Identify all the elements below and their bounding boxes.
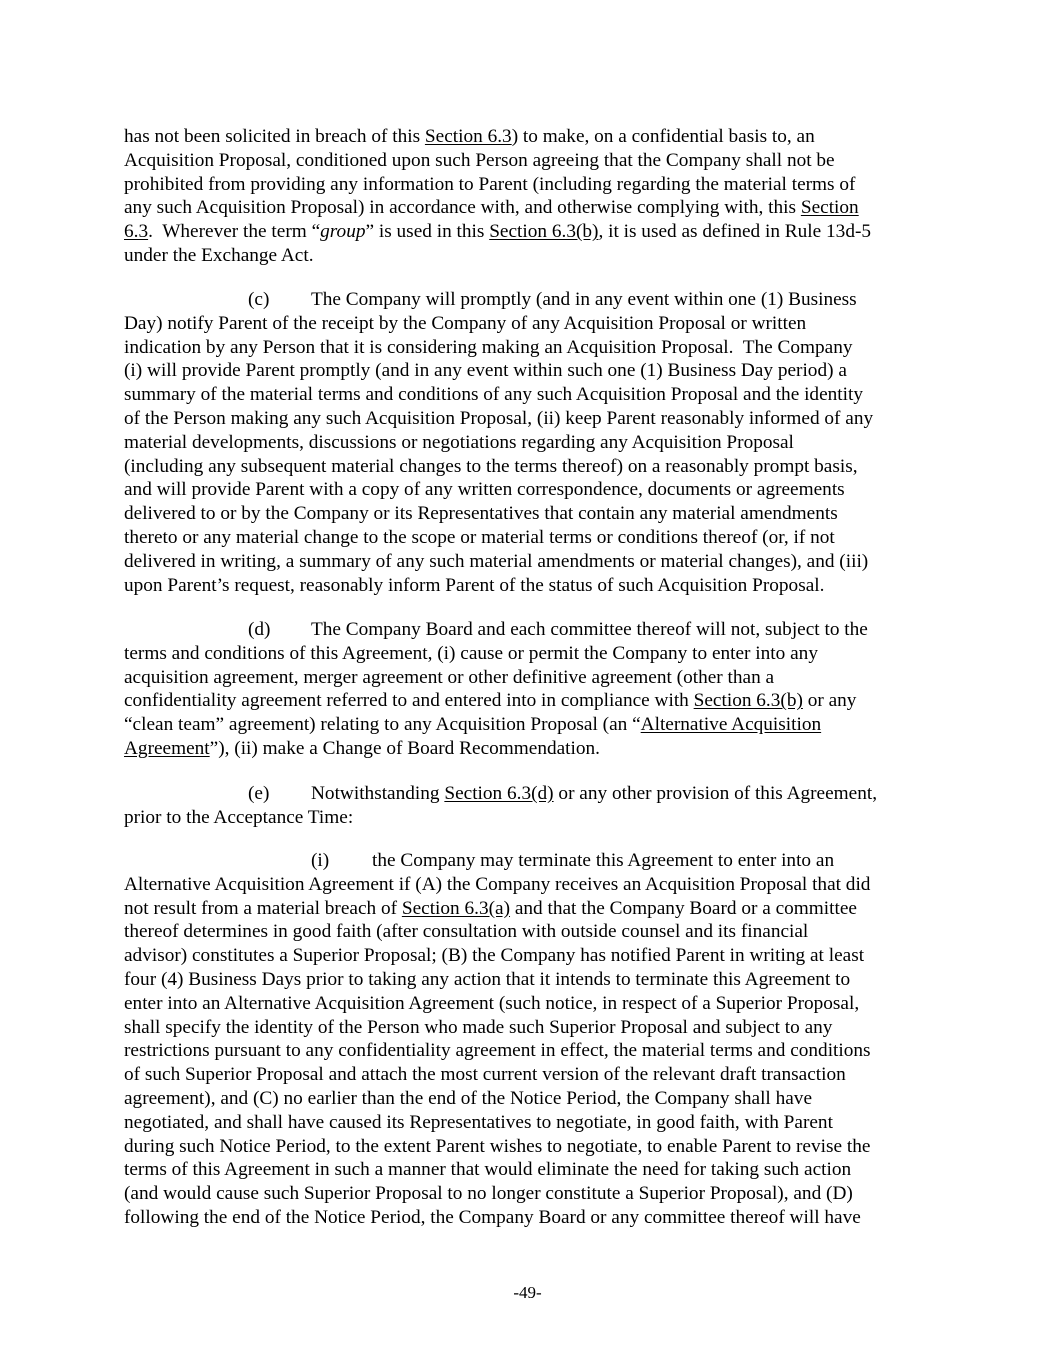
text-line: [124, 526, 944, 550]
text-line: [124, 642, 944, 666]
text-line: [124, 359, 944, 383]
paragraph-label: (i): [311, 850, 330, 871]
text-line: [124, 574, 944, 598]
text-run: The Company Board and each committee thereof will not, subject to the: [311, 619, 868, 640]
text-run: prior to the Acceptance Time:: [124, 806, 354, 828]
text-line: [124, 220, 944, 244]
paragraph: [124, 618, 944, 761]
text-line: [124, 1063, 944, 1087]
text-line: [124, 737, 944, 761]
text-run: negotiated, and shall have caused its Representatives to negotiate, in good faith, with Parent: [124, 1111, 833, 1133]
text-run: confidentiality agreement referred to and entered into in compliance with: [124, 690, 694, 712]
text-run: upon Parent’s request, reasonably inform Parent of the status of such Acquisition Proposal.: [124, 574, 825, 596]
text-line: [124, 873, 944, 897]
cross-reference: Section: [800, 197, 859, 219]
text-line: [124, 173, 944, 197]
text-line: [124, 1111, 944, 1135]
text-run: delivered to or by the Company or its Representatives that contain any material amendments: [124, 503, 838, 525]
text-run: terms and conditions of this Agreement, (i) cause or permit the Company to enter into any: [124, 642, 818, 664]
paragraph: [124, 288, 944, 597]
cross-reference: Section 6.3: [424, 126, 512, 147]
text-run: The Company will promptly (and in any event within one (1) Business: [311, 289, 857, 310]
page-number: -49-: [513, 1283, 542, 1302]
text-run: (and would cause such Superior Proposal to no longer constitute a Superior Proposal), and (D): [124, 1183, 853, 1205]
cross-reference: Section 6.3(d): [444, 783, 554, 804]
text-run: restrictions pursuant to any confidentiality agreement in effect, the material terms and conditions: [124, 1040, 871, 1062]
text-run: Day) notify Parent of the receipt by the Company of any Acquisition Proposal or written: [124, 312, 807, 334]
text-run: indication by any Person that it is considering making an Acquisition Proposal. The Company: [124, 336, 853, 358]
text-run: advisor) constitutes a Superior Proposal; (B) the Company has notified Parent in writing at least: [124, 945, 865, 967]
text-line: [124, 1039, 944, 1063]
text-line: [124, 897, 944, 921]
cross-reference: Section 6.3(b): [489, 221, 599, 243]
paragraph-label: (e): [248, 783, 270, 804]
paragraph-label: (c): [248, 289, 270, 310]
text-line: [124, 713, 944, 737]
text-run: not result from a material breach of: [124, 897, 402, 919]
paragraph: [124, 125, 944, 268]
text-line: [124, 782, 944, 806]
text-run: ” is used in this: [365, 221, 490, 243]
text-run: any such Acquisition Proposal) in accordance with, and otherwise complying with, this: [124, 197, 801, 219]
text-run: material developments, discussions or negotiations regarding any Acquisition Proposal: [124, 431, 794, 453]
cross-reference: Agreement: [124, 737, 210, 759]
text-line: [124, 407, 944, 431]
text-run: summary of the material terms and conditions of any such Acquisition Proposal and the identity: [124, 384, 863, 406]
text-line: [124, 1135, 944, 1159]
text-line: [124, 502, 944, 526]
text-line: [124, 1016, 944, 1040]
text-line: [124, 125, 944, 149]
text-run: . Wherever the term “: [148, 221, 321, 243]
text-run: four (4) Business Days prior to taking any action that it intends to terminate this Agreement to: [124, 968, 851, 990]
text-run: Notwithstanding: [311, 783, 445, 804]
text-line: [124, 478, 944, 502]
cross-reference: Section 6.3(b): [693, 690, 803, 712]
paragraph-label: (d): [248, 619, 271, 640]
text-line: [124, 689, 944, 713]
text-run: agreement), and (C) no earlier than the end of the Notice Period, the Company shall have: [124, 1087, 812, 1109]
text-run: or any: [802, 690, 857, 712]
text-run: during such Notice Period, to the extent Parent wishes to negotiate, to enable Parent to revise the: [124, 1135, 871, 1157]
cross-reference: Alternative Acquisition: [640, 714, 822, 736]
text-line: [124, 992, 944, 1016]
text-line: [124, 1182, 944, 1206]
text-run: terms of this Agreement in such a manner that would eliminate the need for taking such action: [124, 1159, 852, 1181]
text-run: following the end of the Notice Period, the Company Board or any committee thereof will have: [124, 1206, 861, 1228]
text-line: [124, 666, 944, 690]
text-line: [124, 618, 944, 642]
text-line: [124, 1206, 944, 1230]
text-line: [124, 149, 944, 173]
italic-term: group: [320, 221, 366, 243]
text-run: (including any subsequent material changes to the terms thereof) on a reasonably prompt basis,: [124, 455, 858, 477]
paragraph: [124, 782, 944, 830]
text-run: Alternative Acquisition Agreement if (A) the Company receives an Acquisition Proposal that did: [124, 873, 871, 895]
text-line: [124, 550, 944, 574]
text-line: [124, 431, 944, 455]
text-run: thereto or any material change to the scope or material terms or conditions thereof (or, if not: [124, 526, 835, 548]
text-line: [124, 244, 944, 268]
text-run: “clean team” agreement) relating to any Acquisition Proposal (an “: [124, 714, 641, 736]
text-run: and that the Company Board or a committee: [510, 897, 857, 919]
text-run: shall specify the identity of the Person who made such Superior Proposal and subject to any: [124, 1016, 833, 1038]
text-run: has not been solicited in breach of this: [124, 126, 425, 147]
text-line: [124, 288, 944, 312]
text-run: (i) will provide Parent promptly (and in any event within such one (1) Business Day period) a: [124, 360, 847, 382]
text-run: and will provide Parent with a copy of any written correspondence, documents or agreements: [124, 479, 845, 501]
text-run: delivered in writing, a summary of any such material amendments or material changes), and (iii): [124, 550, 869, 572]
text-line: [124, 806, 944, 830]
text-line: [124, 920, 944, 944]
text-run: of such Superior Proposal and attach the most current version of the relevant draft transaction: [124, 1064, 846, 1086]
paragraph: [124, 849, 944, 1230]
text-line: [124, 312, 944, 336]
text-run: ) to make, on a confidential basis to, an: [511, 126, 815, 147]
text-line: [124, 336, 944, 360]
text-run: prohibited from providing any information to Parent (including regarding the material terms of: [124, 173, 856, 195]
text-line: [124, 1087, 944, 1111]
text-run: enter into an Alternative Acquisition Agreement (such notice, in respect of a Superior Proposal,: [124, 992, 860, 1014]
text-run: acquisition agreement, merger agreement or other definitive agreement (other than a: [124, 666, 775, 688]
text-run: or any other provision of this Agreement,: [553, 783, 878, 804]
text-run: ”), (ii) make a Change of Board Recommendation.: [209, 737, 600, 759]
text-line: [124, 1158, 944, 1182]
text-line: [124, 455, 944, 479]
text-run: the Company may terminate this Agreement to enter into an: [372, 850, 835, 871]
text-run: under the Exchange Act.: [124, 244, 314, 266]
text-line: [124, 968, 944, 992]
cross-reference: 6.3: [124, 221, 149, 243]
cross-reference: Section 6.3(a): [401, 897, 511, 919]
text-run: of the Person making any such Acquisition Proposal, (ii) keep Parent reasonably informed of any: [124, 407, 874, 429]
text-line: [124, 383, 944, 407]
text-run: Acquisition Proposal, conditioned upon such Person agreeing that the Company shall not be: [124, 149, 835, 171]
text-run: thereof determines in good faith (after consultation with outside counsel and its financial: [124, 921, 809, 943]
text-run: , it is used as defined in Rule 13d-5: [598, 221, 872, 243]
text-line: [124, 944, 944, 968]
text-line: [124, 849, 944, 873]
text-line: [124, 196, 944, 220]
